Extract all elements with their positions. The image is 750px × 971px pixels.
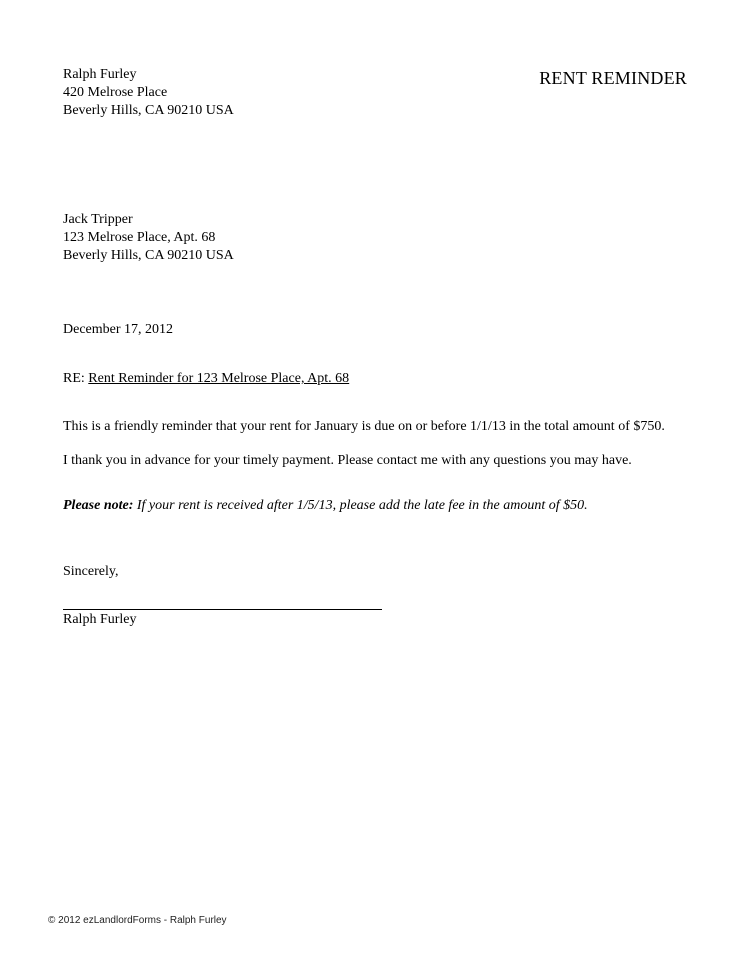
re-subject: Rent Reminder for 123 Melrose Place, Apt. 68 (88, 371, 350, 386)
letter-date: December 17, 2012 (63, 322, 174, 337)
signature-line (63, 609, 382, 610)
recipient-city-state-zip: Beverly Hills, CA 90210 USA (63, 248, 234, 263)
sender-address-block (63, 66, 234, 120)
body-paragraph-2: I thank you in advance for your timely payment. Please contact me with any questions you may have. (63, 453, 632, 468)
late-fee-note (63, 498, 588, 514)
sender-street: 420 Melrose Place (63, 85, 168, 100)
footer-copyright: © 2012 ezLandlordForms - Ralph Furley (48, 915, 227, 926)
note-text: If your rent is received after 1/5/13, please add the late fee in the amount of $50. (136, 498, 588, 513)
body-paragraph-1: This is a friendly reminder that your rent for January is due on or before 1/1/13 in the total amount of $750. (63, 419, 665, 434)
re-line (63, 371, 349, 387)
closing: Sincerely, (63, 564, 119, 579)
sender-city-state-zip: Beverly Hills, CA 90210 USA (63, 103, 234, 118)
re-label: RE: (63, 371, 85, 386)
sender-name: Ralph Furley (63, 67, 137, 82)
signature-name: Ralph Furley (63, 612, 137, 627)
note-label: Please note: (63, 498, 134, 513)
recipient-name: Jack Tripper (63, 212, 133, 227)
document-title: RENT REMINDER (539, 68, 687, 88)
recipient-address-block (63, 211, 234, 265)
recipient-street: 123 Melrose Place, Apt. 68 (63, 230, 216, 245)
